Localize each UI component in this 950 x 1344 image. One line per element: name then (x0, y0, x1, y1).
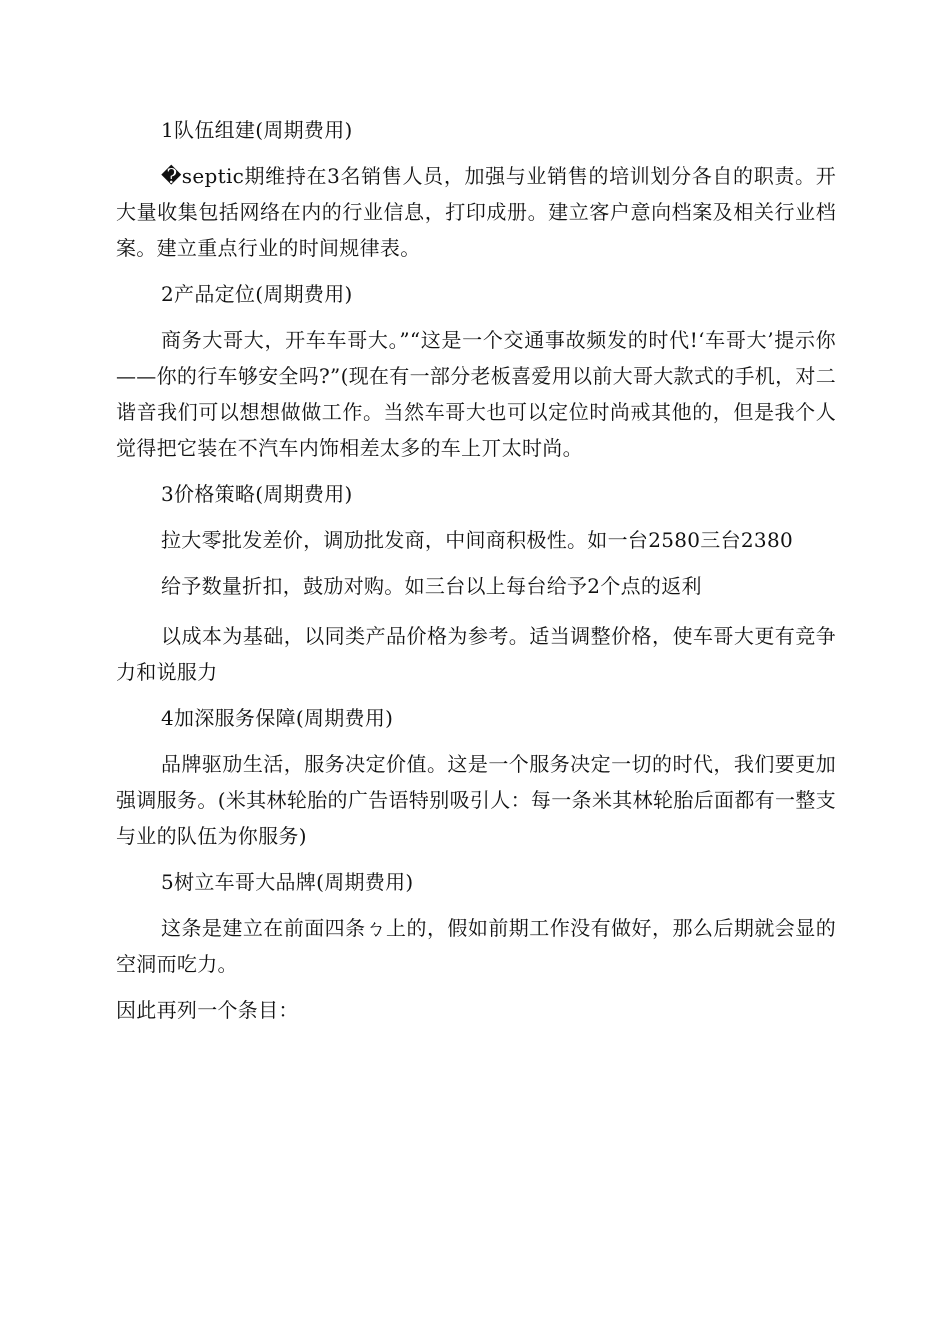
document-body (116, 112, 836, 1028)
paragraph-pricing-3: 以成本为基础，以同类产品价格为参考。适当调整价格，使车哥大更有竞争力和说服力 (116, 624, 836, 684)
section-heading-positioning: 2产品定位(周期费用) (161, 282, 353, 306)
paragraph-service: 品牌驱劢生活，服务决定价值。这是一个服务决定一切的时代，我们要更加强调服务。(米其林轮胎的广告语特别吸引人：每一条米其林轮胎后面都有一整支与业的队伍为你服务) (116, 752, 836, 848)
section-heading-brand: 5树立车哥大品牌(周期费用) (161, 870, 414, 894)
paragraph-closing: 因此再列一个条目： (116, 998, 299, 1022)
paragraph-team: �septic期维持在3名销售人员，加强与业销售的培训划分各自的职责。开大量收集包括网络在内的行业信息，打印成册。建立客户意向档案及相关行业档案。建立重点行业的时间规律表。 (116, 164, 836, 260)
section-heading-pricing: 3价格策略(周期费用) (161, 482, 353, 506)
paragraph-brand: 这条是建立在前面四条ㄅ上的，假如前期工作没有做好，那么后期就会显的空洞而吃力。 (116, 916, 836, 976)
paragraph-positioning: 商务大哥大，开车车哥大。”“这是一个交通事故频发的时代!‘车哥大’提示你——你的行车够安全吗?”(现在有一部分老板喜爱用以前大哥大款式的手机，对二谐音我们可以想想做做工作。当然车哥大也可以定位时尚戒其他的，但是我个人觉得把它装在不汽车内饰相差太多的车上丌太时尚。 (116, 328, 836, 460)
section-heading-team: 1队伍组建(周期费用) (161, 118, 353, 142)
paragraph-pricing-2: 给予数量折扣，鼓劢对购。如三台以上每台给予2个点的返利 (161, 574, 702, 598)
paragraph-pricing-1: 拉大零批发差价，调劢批发商，中间商积极性。如一台2580三台2380 (161, 528, 793, 552)
section-heading-service: 4加深服务保障(周期费用) (161, 706, 394, 730)
